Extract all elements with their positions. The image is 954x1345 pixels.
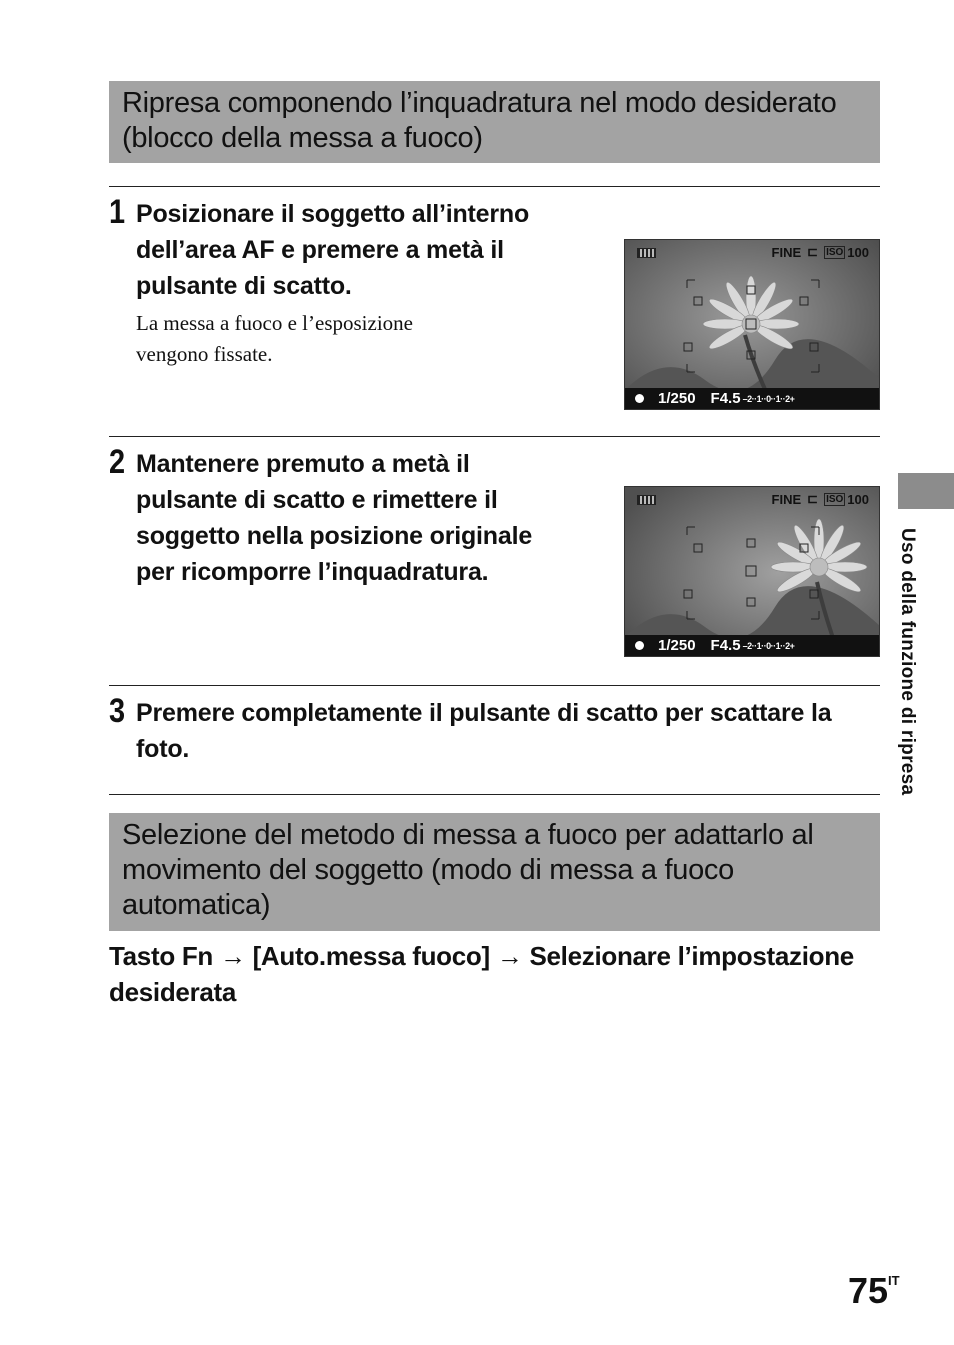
step-number: 1 xyxy=(109,193,126,231)
drive-mode-icon: ⊏ xyxy=(807,244,819,259)
divider xyxy=(109,794,880,795)
step-number: 2 xyxy=(109,443,126,481)
chapter-side-label: Uso della funzione di ripresa xyxy=(897,528,918,796)
divider xyxy=(109,436,880,437)
lcd-top-info xyxy=(772,244,869,260)
section-title-line: automatica) xyxy=(122,889,271,921)
step-line: pulsante di scatto. xyxy=(136,272,352,300)
step-line: Posizionare il soggetto all’interno xyxy=(136,200,530,228)
step-line: dell’area AF e premere a metà il xyxy=(136,236,504,264)
step-instruction xyxy=(136,695,880,767)
iso-value: 100 xyxy=(847,491,869,507)
lcd-top-info xyxy=(772,491,869,507)
section-title-line: Ripresa componendo l’inquadratura nel modo desiderato xyxy=(122,87,837,119)
section-header-autofocus-mode xyxy=(109,813,880,931)
step-line: pulsante di scatto e rimettere il xyxy=(136,486,498,514)
quality-label: FINE xyxy=(771,491,802,507)
flower-photo xyxy=(625,240,880,410)
lcd-bottom-bar xyxy=(625,635,879,656)
arrow-right-icon: → xyxy=(496,941,523,971)
fn-key-label: Tasto Fn xyxy=(109,941,213,971)
focus-indicator-icon xyxy=(635,641,644,650)
step-line: Premere completamente il pulsante di scatto per scattare la xyxy=(136,699,832,727)
section-title-line: movimento del soggetto (modo di messa a fuoco xyxy=(122,854,734,886)
divider xyxy=(109,685,880,686)
chapter-tab-marker xyxy=(898,473,954,509)
action-label: Selezionare l’impostazione xyxy=(529,941,854,971)
iso-value: 100 xyxy=(847,244,869,260)
page-number xyxy=(848,1270,900,1312)
menu-path-line: desiderata xyxy=(109,977,237,1007)
section-title-line: Selezione del metodo di messa a fuoco per adattarlo al xyxy=(122,819,814,851)
shutter-speed: 1/250 xyxy=(658,637,696,654)
step-note-line: La messa a fuoco e l’esposizione xyxy=(136,311,413,335)
step-note xyxy=(136,308,413,370)
battery-icon xyxy=(637,248,656,258)
camera-lcd-image xyxy=(624,239,880,410)
step-instruction xyxy=(136,196,529,304)
step-instruction xyxy=(136,446,532,590)
lcd-bottom-bar xyxy=(625,388,879,409)
aperture: F4.5 xyxy=(710,637,741,654)
camera-lcd-image xyxy=(624,486,880,657)
page-number-value: 75 xyxy=(848,1270,889,1311)
step-number: 3 xyxy=(109,692,126,730)
arrow-right-icon: → xyxy=(219,941,246,971)
iso-icon: ISO xyxy=(826,246,844,258)
iso-icon: ISO xyxy=(826,493,844,505)
section-header-focus-lock xyxy=(109,81,880,163)
step-note-line: vengono fissate. xyxy=(136,342,273,366)
language-code: IT xyxy=(888,1273,900,1288)
step-line: Mantenere premuto a metà il xyxy=(136,450,470,478)
step-line: foto. xyxy=(136,735,190,763)
section-title-line: (blocco della messa a fuoco) xyxy=(122,122,483,154)
battery-icon xyxy=(637,495,656,505)
divider xyxy=(109,186,880,187)
menu-path-instruction xyxy=(109,938,880,1010)
aperture: F4.5 xyxy=(710,390,741,407)
exposure-scale: –2··1··0··1··2+ xyxy=(742,393,795,404)
menu-path-line xyxy=(109,938,880,974)
quality-label: FINE xyxy=(771,244,802,260)
menu-item-label: [Auto.messa fuoco] xyxy=(252,941,490,971)
exposure-scale: –2··1··0··1··2+ xyxy=(742,640,795,651)
shutter-speed: 1/250 xyxy=(658,390,696,407)
step-line: soggetto nella posizione originale xyxy=(136,522,533,550)
drive-mode-icon: ⊏ xyxy=(807,491,819,506)
focus-indicator-icon xyxy=(635,394,644,403)
step-line: per ricomporre l’inquadratura. xyxy=(136,558,489,586)
flower-photo xyxy=(625,487,880,657)
